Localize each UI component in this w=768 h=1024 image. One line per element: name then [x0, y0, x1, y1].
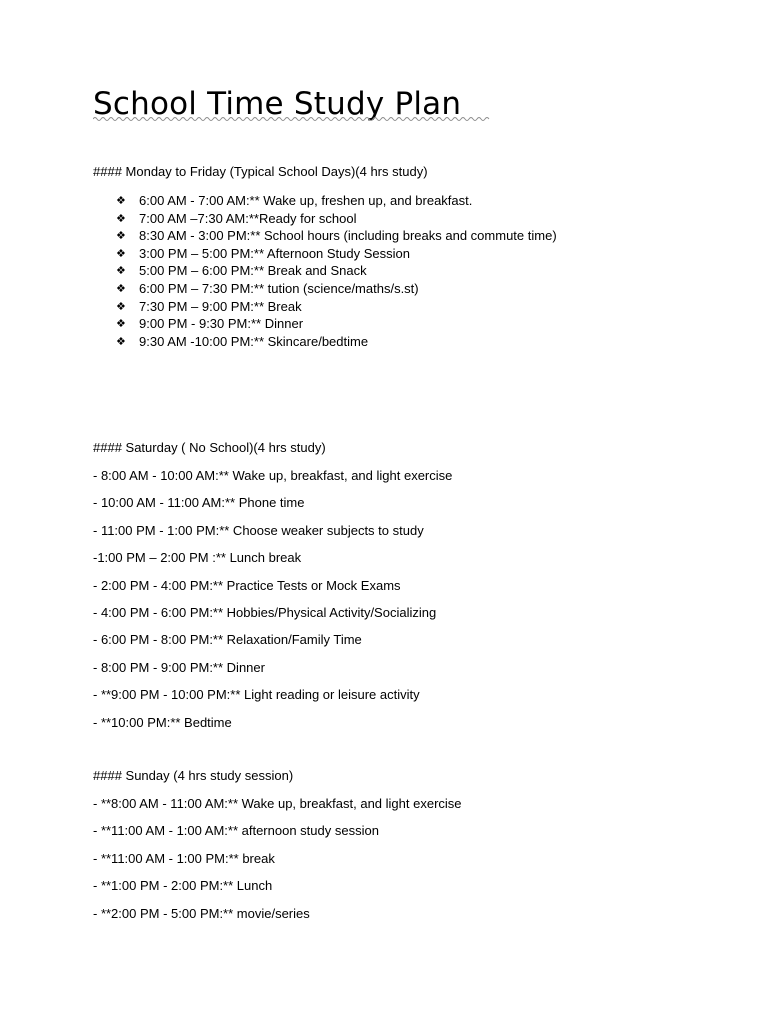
list-item: - 4:00 PM - 6:00 PM:** Hobbies/Physical Activity/Socializing — [93, 604, 437, 620]
list-item: - 8:00 AM - 10:00 AM:** Wake up, breakfast, and light exercise — [93, 468, 453, 483]
list-item: - **11:00 AM - 1:00 AM:** afternoon study session — [93, 823, 379, 839]
list-item — [116, 315, 557, 333]
list-item — [116, 298, 557, 316]
diamond-bullet-icon: ❖ — [116, 317, 126, 331]
list-item: - 2:00 PM - 4:00 PM:** Practice Tests or Mock Exams — [93, 577, 401, 593]
list-item-text: 8:30 AM - 3:00 PM:** School hours (including breaks and commute time) — [139, 228, 557, 244]
diamond-bullet-icon: ❖ — [116, 264, 126, 278]
list-item — [116, 262, 557, 280]
list-item — [116, 245, 557, 263]
diamond-bullet-icon: ❖ — [116, 281, 126, 295]
list-item — [116, 280, 557, 298]
sunday-heading: #### Sunday (4 hrs study session) — [93, 768, 294, 783]
list-item-text: 5:00 PM – 6:00 PM:** Break and Snack — [139, 263, 367, 279]
saturday-heading: #### Saturday ( No School)(4 hrs study) — [93, 440, 326, 455]
list-item-text: 6:00 PM – 7:30 PM:** tution (science/maths/s.st) — [139, 280, 419, 296]
list-item: - **10:00 PM:** Bedtime — [93, 714, 232, 730]
diamond-bullet-icon: ❖ — [116, 246, 126, 260]
list-item — [116, 192, 557, 210]
list-item-text: 9:30 AM -10:00 PM:** Skincare/bedtime — [139, 333, 369, 349]
list-item: - 8:00 PM - 9:00 PM:** Dinner — [93, 659, 265, 675]
saturday-schedule-list — [93, 468, 452, 742]
diamond-bullet-icon: ❖ — [116, 211, 126, 225]
list-item: - 6:00 PM - 8:00 PM:** Relaxation/Family Time — [93, 632, 362, 648]
document-title: School Time Study Plan — [93, 86, 462, 122]
list-item — [116, 227, 557, 245]
weekday-heading: #### Monday to Friday (Typical School Days)(4 hrs study) — [93, 164, 428, 179]
weekday-schedule-list — [116, 192, 557, 350]
list-item: - **1:00 PM - 2:00 PM:** Lunch — [93, 878, 273, 894]
list-item: - **9:00 PM - 10:00 PM:** Light reading or leisure activity — [93, 687, 420, 703]
list-item-text: 7:30 PM – 9:00 PM:** Break — [139, 298, 302, 314]
list-item: -1:00 PM – 2:00 PM :** Lunch break — [93, 550, 302, 566]
list-item-text: 6:00 AM - 7:00 AM:** Wake up, freshen up, and breakfast. — [139, 193, 473, 208]
list-item: - 10:00 AM - 11:00 AM:** Phone time — [93, 495, 305, 511]
list-item: - **8:00 AM - 11:00 AM:** Wake up, breakfast, and light exercise — [93, 796, 462, 811]
spellcheck-squiggle — [93, 116, 491, 122]
list-item-text: 3:00 PM – 5:00 PM:** Afternoon Study Session — [139, 245, 410, 261]
diamond-bullet-icon: ❖ — [116, 229, 126, 243]
diamond-bullet-icon: ❖ — [116, 194, 126, 207]
list-item — [116, 210, 557, 228]
list-item — [116, 333, 557, 351]
list-item: - 11:00 PM - 1:00 PM:** Choose weaker subjects to study — [93, 522, 424, 538]
list-item: - **2:00 PM - 5:00 PM:** movie/series — [93, 905, 310, 921]
diamond-bullet-icon: ❖ — [116, 299, 126, 313]
list-item: - **11:00 AM - 1:00 PM:** break — [93, 850, 275, 866]
list-item-text: 9:00 PM - 9:30 PM:** Dinner — [139, 316, 304, 332]
list-item-text: 7:00 AM –7:30 AM:**Ready for school — [139, 210, 357, 226]
diamond-bullet-icon: ❖ — [116, 334, 126, 348]
sunday-schedule-list — [93, 796, 462, 933]
